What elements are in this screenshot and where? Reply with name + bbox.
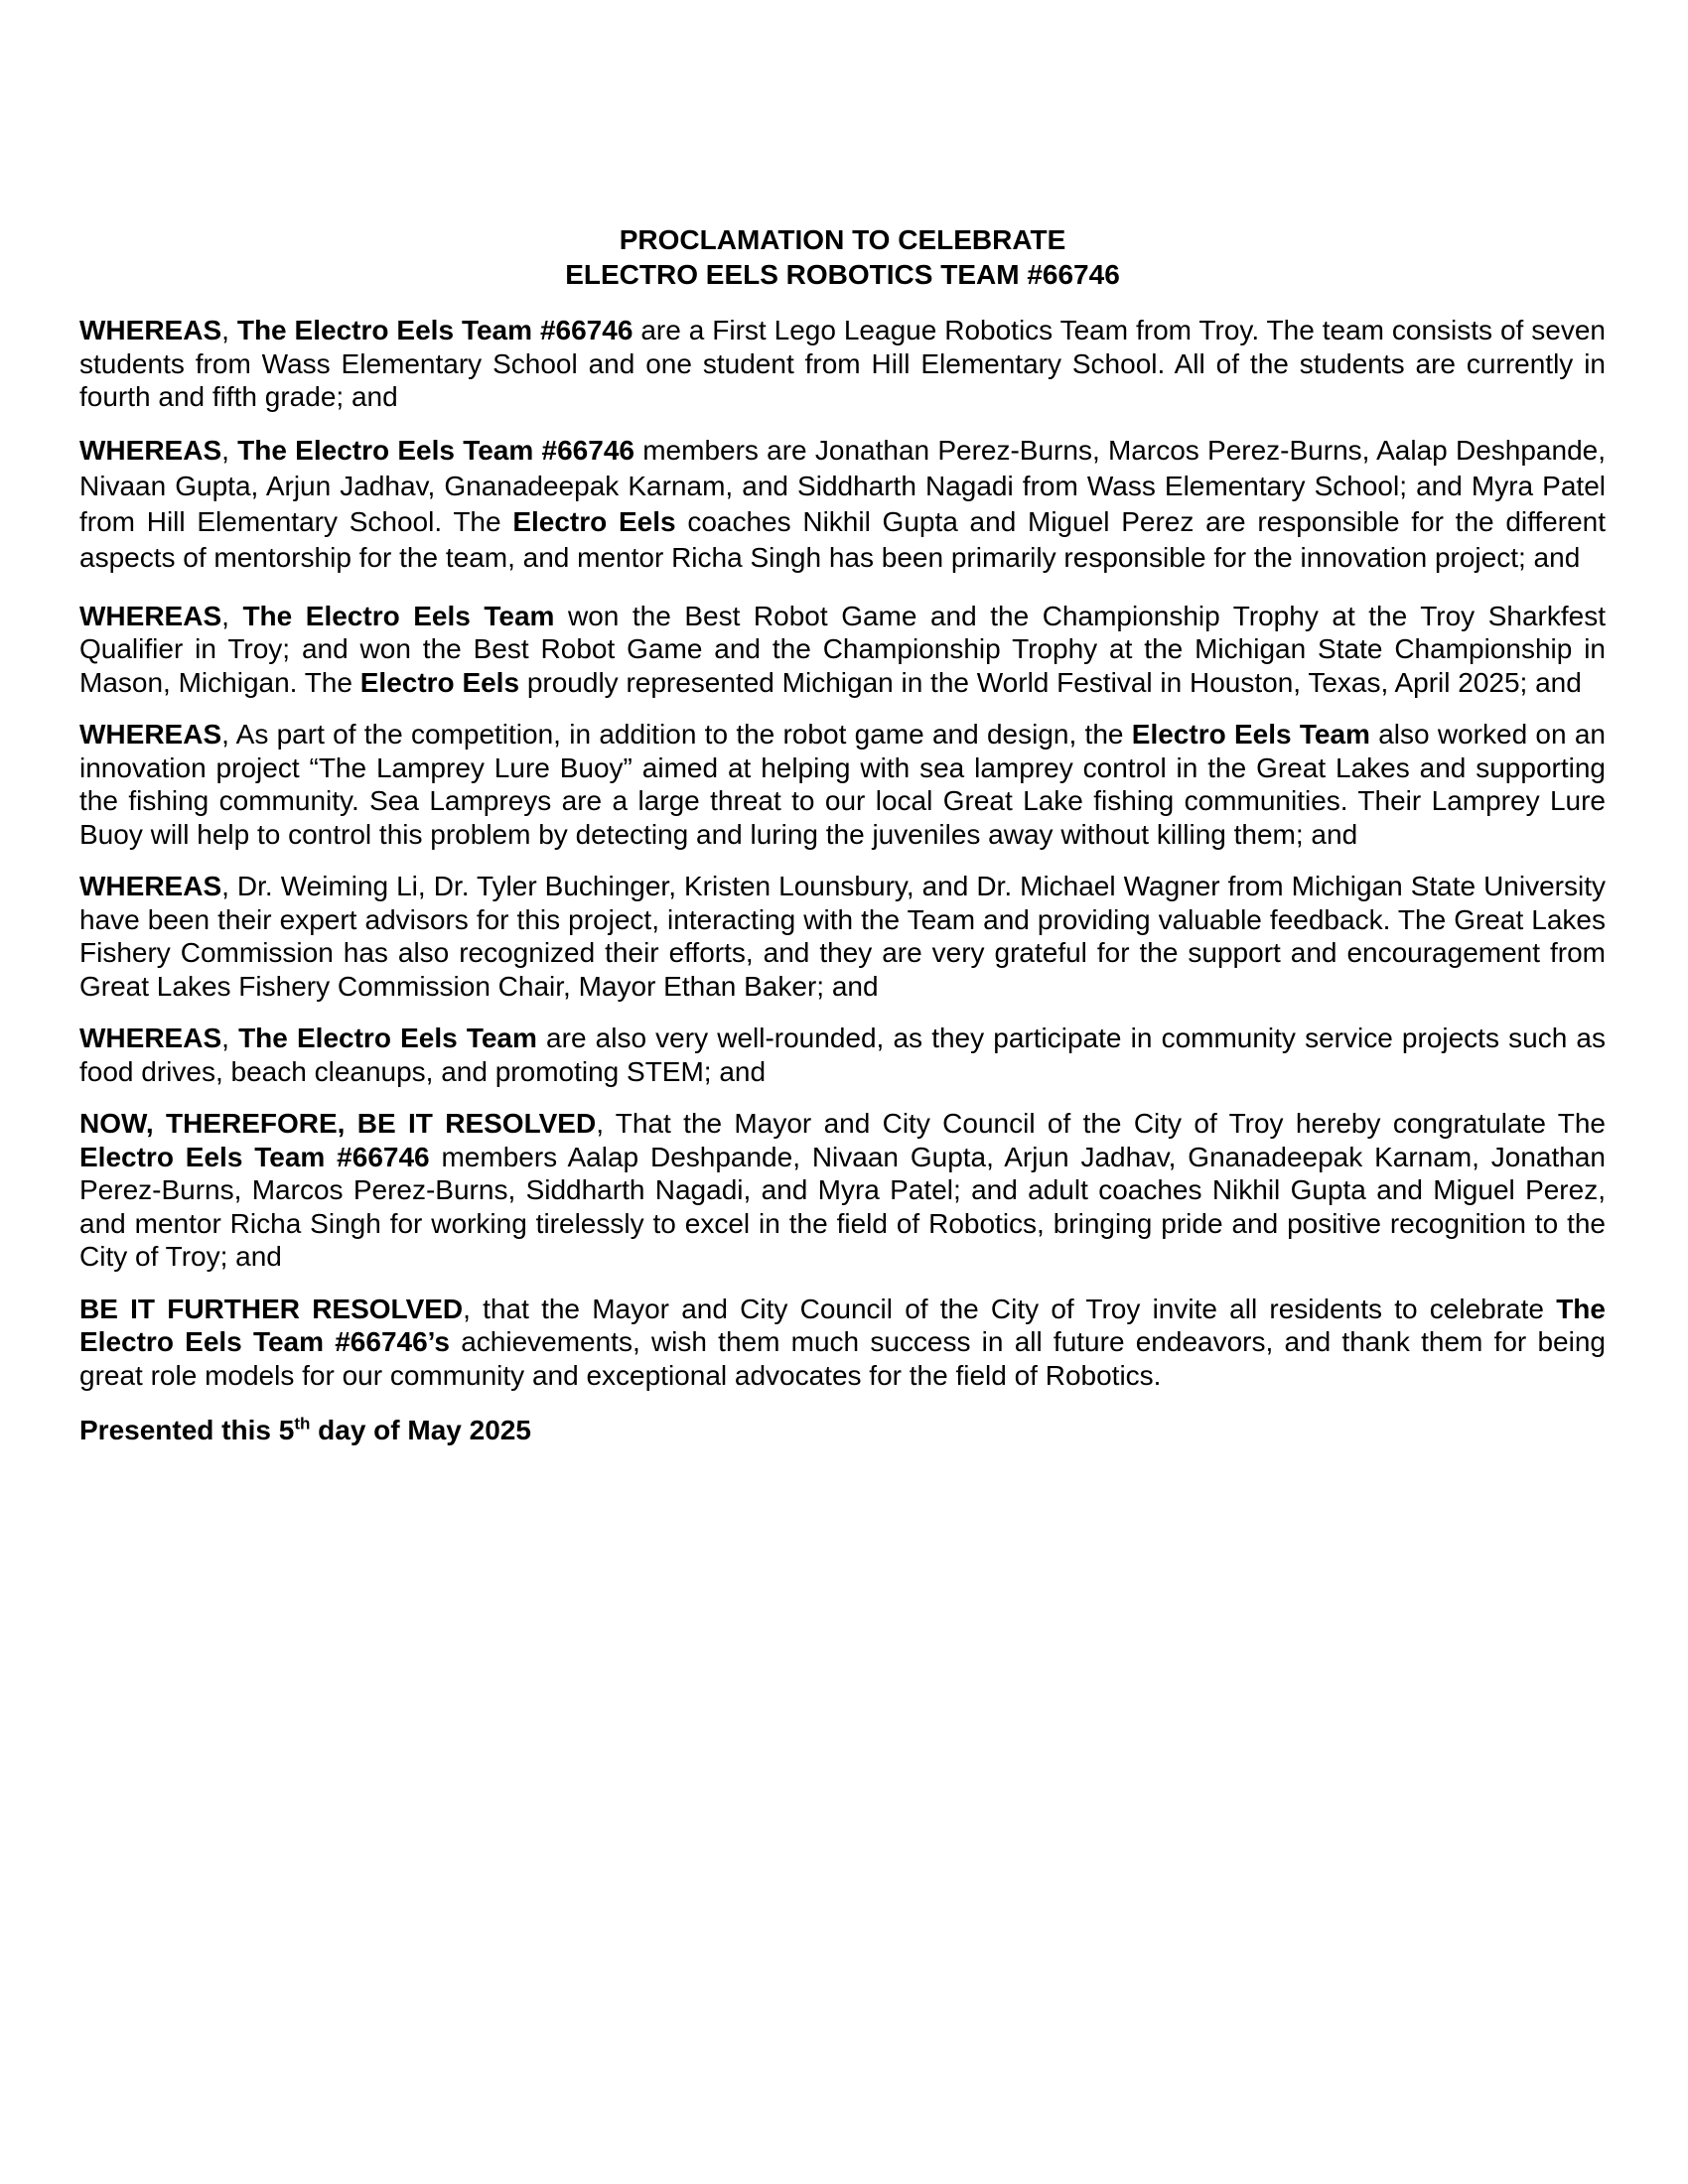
- paragraph-lead: WHEREAS: [79, 315, 222, 345]
- paragraph-bold: Electro Eels: [512, 505, 676, 537]
- paragraph-lead: WHEREAS: [79, 719, 222, 750]
- title-line-1: PROCLAMATION TO CELEBRATE: [619, 224, 1066, 255]
- paragraph-bold: The Electro Eels Team #66746: [237, 434, 634, 466]
- paragraph-text: won the Best Robot Game and the Championship Trophy at the Troy Sharkfest Qualifier in Troy; and won the Best Robot Game and the Championship Trophy at the Michigan State Championship in Mason, Michigan. The: [79, 600, 1606, 698]
- paragraph-lead: NOW, THEREFORE, BE IT RESOLVED: [79, 1108, 597, 1139]
- paragraph-text: ,: [221, 434, 238, 466]
- presented-prefix: Presented this 5: [79, 1415, 295, 1445]
- paragraph-text: achievements, wish them much success in all future endeavors, and thank them for being great role models for our community and exceptional advocates for the field of Robotics.: [79, 1326, 1606, 1391]
- paragraph-bold: The Electro Eels Team: [238, 1023, 537, 1053]
- whereas-paragraph-4: [79, 718, 1606, 851]
- paragraph-text: , As part of the competition, in addition to the robot game and design, the: [221, 719, 1132, 750]
- paragraph-lead: WHEREAS: [79, 434, 222, 466]
- whereas-paragraph-2: [79, 433, 1606, 576]
- paragraph-bold: Electro Eels: [359, 666, 520, 698]
- paragraph-text: are also very well-rounded, as they participate in community service projects such as food drives, beach cleanups, and promoting STEM; and: [79, 1023, 1606, 1087]
- paragraph-text: also worked on an innovation project “The Lamprey Lure Buoy” aimed at helping with sea lamprey control in the Great Lakes and supporting the fishing community. Sea Lampreys are a large threat to our local Great Lake fishing communities. Their Lamprey Lure Buoy will help to control this problem by detecting and luring the juveniles away without killing them; and: [79, 719, 1606, 850]
- whereas-paragraph-1: [79, 314, 1606, 414]
- paragraph-text: ,: [221, 600, 243, 631]
- paragraph-lead: WHEREAS: [79, 600, 222, 631]
- paragraph-text: ,: [221, 315, 237, 345]
- paragraph-text: ,: [221, 1023, 239, 1053]
- presented-date: [79, 1414, 1606, 1447]
- whereas-paragraph-5: [79, 870, 1606, 1003]
- paragraph-text: are a First Lego League Robotics Team from Troy. The team consists of seven students from Wass Elementary School and one student from Hill Elementary School. All of the students are currently in fourth and fifth grade; and: [79, 315, 1606, 412]
- paragraph-lead: BE IT FURTHER RESOLVED: [79, 1293, 464, 1324]
- whereas-paragraph-3: [79, 600, 1606, 700]
- paragraph-text: , that the Mayor and City Council of the City of Troy invite all residents to celebrate: [463, 1293, 1557, 1324]
- proclamation-body: [79, 314, 1606, 1447]
- paragraph-bold: Electro Eels Team: [1131, 719, 1370, 750]
- paragraph-bold: Electro Eels Team #66746: [79, 1141, 430, 1172]
- whereas-paragraph-6: [79, 1022, 1606, 1088]
- paragraph-text: members Aalap Deshpande, Nivaan Gupta, Arjun Jadhav, Gnanadeepak Karnam, Jonathan Perez-Burns, Marcos Perez-Burns, Siddharth Nagadi, and Myra Patel; and adult coaches Nikhil Gupta and Miguel Perez, and mentor Richa Singh for working tirelessly to excel in the field of Robotics, bringing pride and positive recognition to the City of Troy; and: [79, 1141, 1606, 1272]
- paragraph-text: coaches Nikhil Gupta and Miguel Perez are responsible for the different aspects of mentorship for the team, and mentor Richa Singh has been primarily responsible for the innovation project; and: [79, 505, 1606, 573]
- page-title: [79, 222, 1606, 292]
- title-line-2: ELECTRO EELS ROBOTICS TEAM #66746: [565, 259, 1120, 290]
- paragraph-lead: WHEREAS: [79, 1023, 222, 1053]
- paragraph-text: , That the Mayor and City Council of the City of Troy hereby congratulate The: [596, 1108, 1607, 1139]
- presented-ordinal: th: [294, 1414, 311, 1433]
- paragraph-bold: The Electro Eels Team #66746: [236, 315, 633, 345]
- paragraph-bold: The Electro Eels Team #66746’s: [79, 1293, 1606, 1357]
- paragraph-text: proudly represented Michigan in the World Festival in Houston, Texas, April 2025; and: [519, 666, 1582, 698]
- paragraph-lead: WHEREAS: [79, 871, 222, 901]
- further-resolved-paragraph: [79, 1293, 1606, 1393]
- resolved-paragraph: [79, 1107, 1606, 1274]
- paragraph-bold: The Electro Eels Team: [242, 600, 555, 631]
- paragraph-text: , Dr. Weiming Li, Dr. Tyler Buchinger, Kristen Lounsbury, and Dr. Michael Wagner from Michigan State University have been their expert advisors for this project, interacting with the Team and providing valuable feedback. The Great Lakes Fishery Commission has also recognized their efforts, and they are very grateful for the support and encouragement from Great Lakes Fishery Commission Chair, Mayor Ethan Baker; and: [79, 871, 1606, 1002]
- presented-suffix: day of May 2025: [310, 1415, 531, 1445]
- paragraph-text: members are Jonathan Perez-Burns, Marcos Perez-Burns, Aalap Deshpande, Nivaan Gupta, Arjun Jadhav, Gnanadeepak Karnam, and Siddharth Nagadi from Wass Elementary School; and Myra Patel from Hill Elementary School. The: [79, 434, 1606, 537]
